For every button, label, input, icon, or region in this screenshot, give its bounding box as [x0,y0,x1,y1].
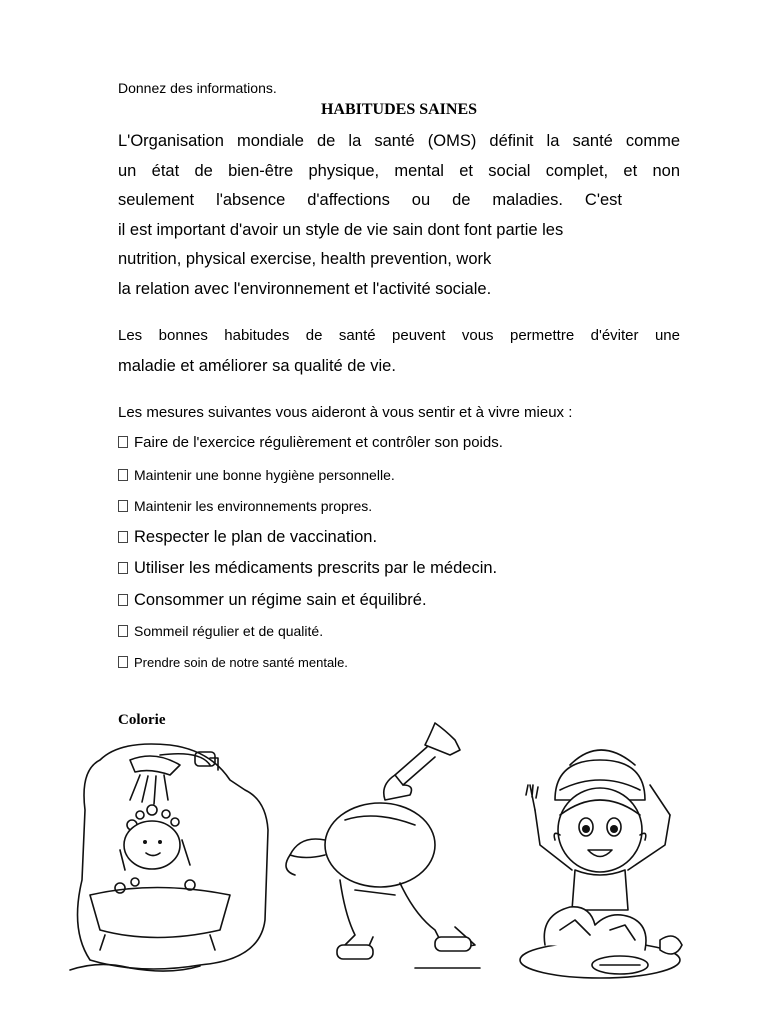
child-exercising-illustration [285,715,485,975]
paragraph1-line: la relation avec l'environnement et l'activité sociale. [118,280,492,298]
measures-intro: Les mesures suivantes vous aideront à vous sentir et à vivre mieux : [118,404,573,421]
child-eating-vegetables-illustration [500,735,700,990]
measure-item: Respecter le plan de vaccination. [118,528,680,547]
paragraph1-line: L'Organisation mondiale de la santé (OMS) définit la santé comme [118,132,680,150]
bullet-box-icon [118,531,128,543]
paragraph1-line: nutrition, physical exercise, health prevention, work [118,250,492,268]
paragraph2-line: maladie et améliorer sa qualité de vie. [118,357,396,375]
page-title: HABITUDES SAINES [320,101,478,118]
measure-item: Consommer un régime sain et équilibré. [118,591,680,610]
measure-item: Utiliser les médicaments prescrits par le médecin. [118,559,680,578]
paragraph1-line: un état de bien-être physique, mental et social complet, et non [118,162,680,180]
instruction: Donnez des informations. [118,80,277,96]
bullet-box-icon [118,469,128,481]
bullet-box-icon [118,594,128,606]
measure-item: Sommeil régulier et de qualité. [118,623,680,639]
colorie-label: Colorie [118,712,166,728]
bullet-box-icon [118,562,128,574]
bullet-box-icon [118,436,128,448]
measure-item: Faire de l'exercice régulièrement et contrôler son poids. [118,434,680,451]
paragraph1-line: seulement l'absence d'affections ou de maladies. C'est [118,191,622,209]
bullet-box-icon [118,500,128,512]
bullet-box-icon [118,656,128,668]
paragraph2-line: Les bonnes habitudes de santé peuvent vous permettre d'éviter une [118,327,680,344]
bullet-box-icon [118,625,128,637]
child-bathing-illustration [60,730,280,980]
measure-item: Maintenir les environnements propres. [118,498,680,514]
measure-item: Maintenir une bonne hygiène personnelle. [118,467,680,483]
paragraph1-line: il est important d'avoir un style de vie sain dont font partie les [118,221,564,239]
measure-item: Prendre soin de notre santé mentale. [118,655,680,670]
